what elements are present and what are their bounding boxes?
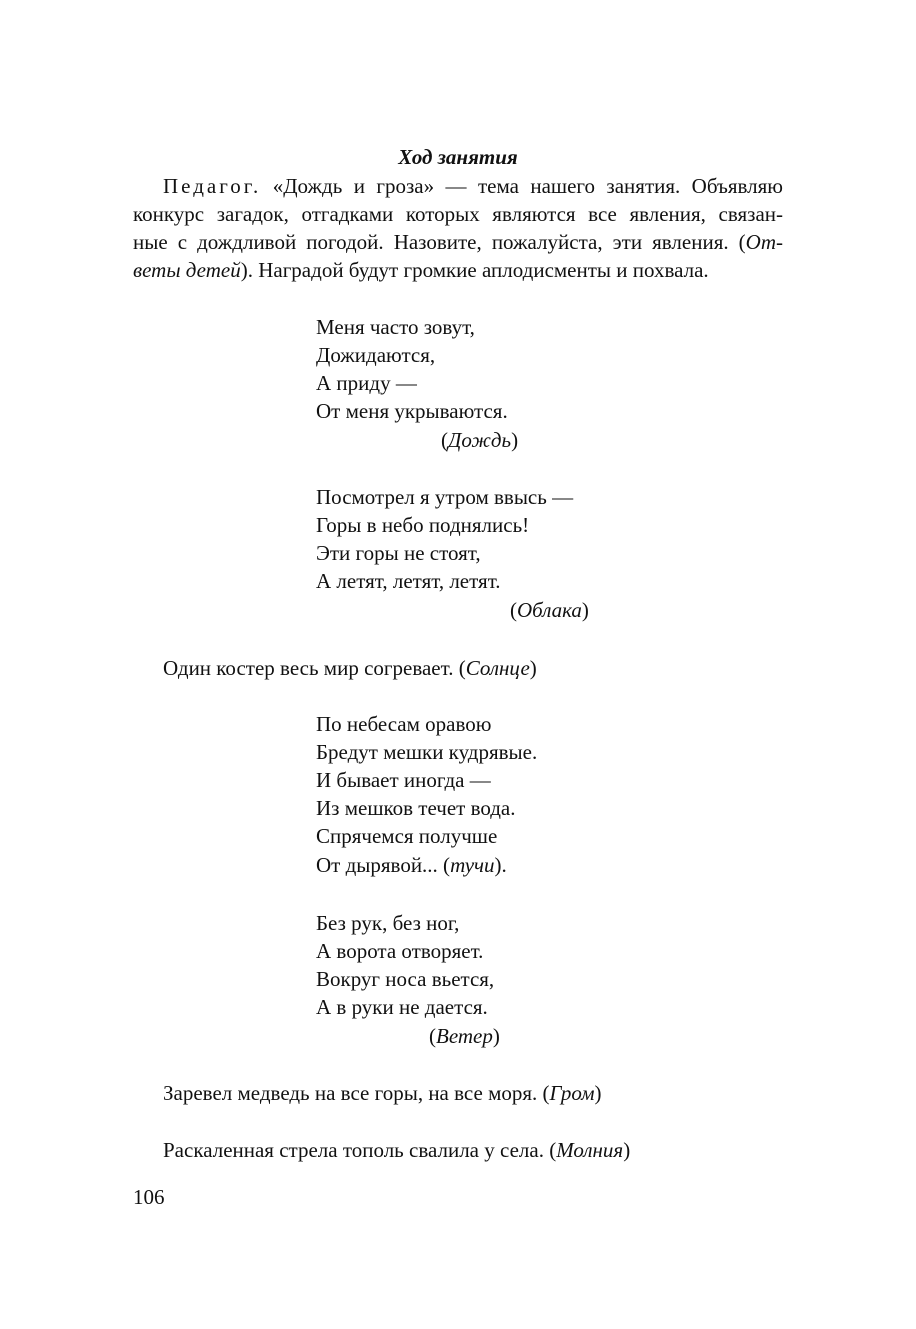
riddle-1-answer: (Дождь) (441, 428, 519, 452)
riddle-6-answer: Гром (549, 1081, 595, 1105)
riddle-2-line-2: Горы в небо поднялись! (316, 513, 530, 537)
riddle-4-line-4: Из мешков течет вода. (316, 796, 516, 820)
riddle-4-line-1: По небесам оравою (316, 712, 492, 736)
intro-line-2: конкурс загадок, отгадками которых являются все явления, связан- (133, 202, 783, 226)
intro-line-4-italic: веты детей (133, 258, 241, 282)
riddle-2-line-3: Эти горы не стоят, (316, 541, 481, 565)
riddle-4-answer: тучи (450, 853, 495, 877)
riddle-5-line-1: Без рук, без ног, (316, 911, 460, 935)
section-heading: Ход занятия (398, 145, 518, 169)
intro-line-3-text: ные с дождливой погодой. Назовите, пожалуйста, эти явления. ( (133, 230, 746, 254)
riddle-1-line-4: От меня укрываются. (316, 399, 508, 423)
speaker-label: Педагог. (163, 174, 262, 198)
riddle-4-last-close: ). (494, 853, 507, 877)
riddle-5-line-2: А ворота отворяет. (316, 939, 484, 963)
intro-line-4 (133, 256, 709, 284)
riddle-6-text: Заревел медведь на все горы, на все моря. ( (163, 1081, 550, 1105)
riddle-5-answer: (Ветер) (429, 1024, 500, 1048)
riddle-1-line-1: Меня часто зовут, (316, 315, 475, 339)
riddle-2-line-4: А летят, летят, летят. (316, 569, 501, 593)
riddle-4-line-6 (316, 851, 507, 879)
riddle-2-line-1: Посмотрел я утром ввысь — (316, 485, 574, 509)
riddle-3-close: ) (529, 656, 537, 680)
riddle-6 (163, 1079, 601, 1107)
riddle-2-answer-word: Облака (517, 598, 582, 622)
intro-line-3-italic: От- (745, 230, 783, 254)
riddle-4-line-5: Спрячемся получше (316, 824, 498, 848)
riddle-7-text: Раскаленная стрела тополь свалила у села. ( (163, 1138, 557, 1162)
riddle-1-line-3: А приду — (316, 371, 417, 395)
riddle-1-answer-word: Дождь (448, 428, 512, 452)
riddle-3-answer: Солнце (465, 656, 530, 680)
riddle-1-line-2: Дожидаются, (316, 343, 436, 367)
intro-line-3 (133, 228, 783, 256)
riddle-5-line-3: Вокруг носа вьется, (316, 967, 495, 991)
riddle-4-line-3: И бывает иногда — (316, 768, 491, 792)
riddle-4-last-text: От дырявой... ( (316, 853, 451, 877)
riddle-4-line-2: Бредут мешки кудрявые. (316, 740, 538, 764)
riddle-3-text: Один костер весь мир согревает. ( (163, 656, 466, 680)
riddle-7 (163, 1136, 630, 1164)
riddle-7-answer: Молния (556, 1138, 624, 1162)
riddle-5-line-4: А в руки не дается. (316, 995, 488, 1019)
riddle-5-answer-word: Ветер (436, 1024, 493, 1048)
intro-line-1-text: «Дождь и гроза» — тема нашего занятия. Объявляю (261, 174, 783, 198)
intro-line-1 (163, 172, 783, 200)
page-number: 106 (133, 1185, 165, 1209)
riddle-3 (163, 654, 537, 682)
riddle-2-answer: (Облака) (510, 598, 589, 622)
riddle-7-close: ) (623, 1138, 631, 1162)
intro-line-4-text: ). Наградой будут громкие аплодисменты и похвала. (240, 258, 709, 282)
riddle-6-close: ) (594, 1081, 602, 1105)
